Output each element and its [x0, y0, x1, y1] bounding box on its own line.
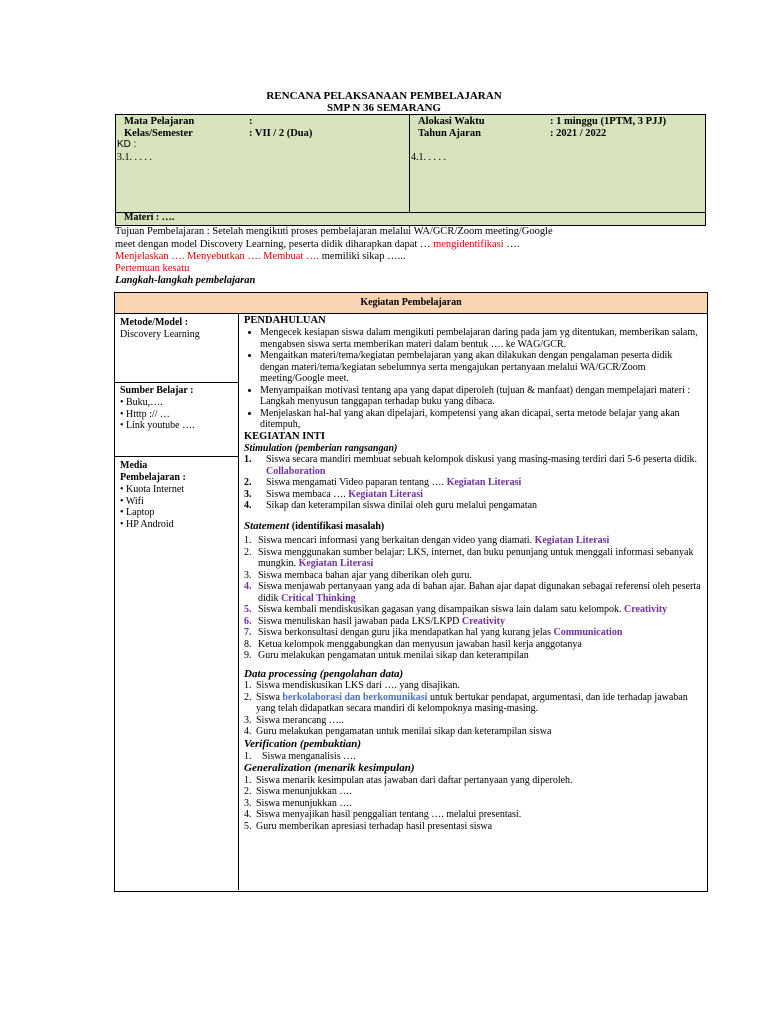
- kd-right: 4.1. . . . .: [411, 152, 446, 163]
- sumber-item: • Htttp :// …: [120, 408, 170, 420]
- kelas-label: Kelas/Semester: [124, 128, 193, 139]
- dp-item: [244, 726, 702, 738]
- school-name: SMP N 36 SEMARANG: [327, 102, 441, 114]
- item-number: 4.: [244, 581, 252, 593]
- item-number: 1.: [244, 454, 252, 466]
- item-text: Siswa merancang …..: [256, 714, 344, 726]
- tujuan-line1: Tujuan Pembelajaran : Setelah mengikuti proses pembelajaran melalui WA/GCR/Zoom meeting/Google: [115, 226, 553, 237]
- doc-title: RENCANA PELAKSANAAN PEMBELAJARAN: [266, 90, 502, 102]
- mapel-label: Mata Pelajaran: [124, 116, 195, 127]
- stimulation-list: [244, 454, 702, 512]
- item-text: Guru memberikan apresiasi terhadap hasil presentasi siswa: [256, 820, 493, 832]
- statement-title: Statement: [244, 519, 290, 532]
- skill-tag: Kegiatan Literasi: [348, 488, 423, 500]
- item-text: Siswa menyajikan hasil penggalian tentang …. melalui presentasi.: [256, 809, 522, 821]
- skill-tag: Kegiatan Literasi: [534, 535, 610, 547]
- tujuan-line2: [115, 239, 675, 251]
- tujuan-keyword: mengidentifikasi: [433, 239, 504, 250]
- item-text: Siswa menunjukkan ….: [256, 797, 352, 809]
- tujuan-sikap: memiliki sikap …...: [321, 251, 406, 262]
- metode-value: Discovery Learning: [120, 329, 200, 340]
- state-item: [244, 650, 702, 662]
- item-number: 6.: [244, 615, 252, 627]
- item-number: 5.: [244, 820, 252, 832]
- item-text: Siswa berkonsultasi dengan guru jika mendapatkan hal yang kurang jelas Communication: [258, 627, 623, 639]
- dp-item: [244, 715, 702, 727]
- item-text: Siswa menunjukkan ….: [256, 786, 352, 798]
- tujuan-verbs: Menjelaskan …. Menyebutkan …. Membuat ….: [115, 251, 320, 262]
- item-text: Siswa menganalisis ….: [262, 750, 356, 762]
- media-label-1: Media: [120, 460, 148, 471]
- stim-item: [244, 477, 702, 489]
- item-number: 3.: [244, 488, 252, 500]
- content-column: [244, 315, 702, 832]
- item-number: 1.: [244, 750, 252, 762]
- media-item: • Wifi: [120, 495, 144, 507]
- item-text: Siswa membaca bahan ajar yang diberikan oleh guru.: [258, 569, 472, 581]
- sumber-label: Sumber Belajar :: [120, 385, 194, 396]
- pendahuluan-item: • Menyampaikan motivasi tentang apa yang dapat diperoleh (tujuan & manfaat) dengan mempelajari materi : Langkah menyusun tanggapan terhadap buku yang dibaca.: [260, 385, 702, 408]
- pertemuan-label: Pertemuan kesatu: [115, 263, 190, 274]
- item-number: 4.: [244, 809, 252, 821]
- item-number: 7.: [244, 627, 252, 639]
- metode-label: Metode/Model :: [120, 317, 189, 328]
- mapel-sep: :: [249, 116, 253, 127]
- media-label-2: Pembelajaran :: [120, 472, 186, 483]
- generalization-list: [244, 775, 702, 833]
- item-number: 1.: [244, 680, 252, 692]
- item-text: Siswa membaca …. Kegiatan Literasi: [266, 488, 423, 500]
- kd-left: 3.1. . . . .: [117, 152, 152, 163]
- state-item: [244, 535, 702, 547]
- generalization-heading: Generalization (menarik kesimpulan): [244, 762, 415, 775]
- item-text: Sikap dan keterampilan siswa dinilai oleh guru melalui pengamatan: [266, 500, 538, 512]
- kegiatan-title: Kegiatan Pembelajaran: [360, 297, 462, 308]
- kelas-value: : VII / 2 (Dua): [249, 128, 313, 139]
- verification-heading: Verification (pembuktian): [244, 737, 362, 750]
- gen-item: [244, 821, 702, 833]
- state-item: [244, 581, 702, 604]
- dp-item: [244, 680, 702, 692]
- item-text: Siswa mendiskusikan LKS dari …. yang disajikan.: [256, 680, 460, 692]
- tujuan-ellipsis: ….: [506, 239, 520, 250]
- item-number: 3.: [244, 714, 252, 726]
- statement-list: [244, 535, 702, 662]
- stimulation-heading: Stimulation (pemberian rangsangan): [244, 442, 398, 454]
- skill-tag: Communication: [553, 627, 623, 639]
- row-divider-1: [115, 382, 238, 383]
- materi-box: [115, 212, 706, 226]
- sumber-item: • Buku,….: [120, 397, 163, 408]
- item-text: Siswa menggunakan sumber belajar: LKS, internet, dan buku penunjang untuk menggali informasi sebanyak mungkin. Kegiatan Literasi: [258, 546, 694, 570]
- dataproc-list: [244, 680, 702, 738]
- item-text: Siswa menjawab pertanyaan yang ada di bahan ajar. Bahan ajar dapat digunakan sebagai referensi oleh peserta didik Critical Thinking: [258, 581, 701, 604]
- item-text: Siswa kembali mendiskusikan gagasan yang disampaikan siswa lain dalam satu kelompok. Creativity: [258, 604, 668, 616]
- item-text: Siswa mencari informasi yang berkaitan dengan video yang diamati. Kegiatan Literasi: [258, 535, 610, 547]
- item-number: 5.: [244, 604, 252, 616]
- item-number: 9.: [244, 650, 252, 662]
- media-item: • Kuota Internet: [120, 484, 185, 495]
- item-text: Siswa menuliskan hasil jawaban pada LKS/LKPD Creativity: [258, 615, 505, 627]
- inti-heading: KEGIATAN INTI: [244, 430, 326, 442]
- skill-tag: Critical Thinking: [281, 592, 356, 604]
- alokasi-label: Alokasi Waktu: [418, 116, 485, 127]
- gen-item: [244, 798, 702, 810]
- item-text: Siswa berkolaborasi dan berkomunikasi untuk bertukar pendapat, argumentasi, dan ide terhadap jawaban yang telah didapatkan secara mandiri di kelompoknya masing-masing.: [256, 691, 688, 715]
- item-number: 2.: [244, 691, 252, 703]
- gen-item: [244, 775, 702, 787]
- pendahuluan-heading: PENDAHULUAN: [244, 315, 326, 326]
- col-divider: [238, 313, 239, 890]
- ver-item: [244, 751, 702, 763]
- media-list: [120, 484, 235, 530]
- gen-item: [244, 809, 702, 821]
- state-item: [244, 604, 702, 616]
- pendahuluan-item: • Mengecek kesiapan siswa dalam mengikuti pembelajaran daring pada jam yg ditentukan, memberikan salam, mengabsen siswa serta memberikan materi dalam bentuk …. ke WAG/GCR.: [260, 327, 702, 350]
- item-number: 3.: [244, 569, 252, 581]
- dataproc-heading: Data processing (pengolahan data): [244, 667, 404, 680]
- skill-tag: Kegiatan Literasi: [446, 477, 522, 489]
- row-divider-2: [115, 456, 238, 457]
- pendahuluan-list: [244, 327, 702, 431]
- statement-heading: [244, 520, 702, 533]
- keyword-tag: berkolaborasi dan berkomunikasi: [282, 691, 428, 703]
- item-text: Guru melakukan pengamatan untuk menilai sikap dan keterampilan siswa: [256, 726, 552, 738]
- item-text: Siswa secara mandiri membuat sebuah kelompok diskusi yang masing-masing terdiri dari 5-6 peserta didik. Collaboration: [266, 454, 698, 477]
- skill-tag: Creativity: [461, 615, 505, 627]
- kd-box: [115, 140, 706, 213]
- item-text: Siswa mengamati Video paparan tentang …. Kegiatan Literasi: [266, 477, 522, 489]
- dp-item: [244, 692, 702, 715]
- skill-tag: Collaboration: [266, 465, 326, 477]
- state-item: [244, 570, 702, 582]
- item-number: 1.: [244, 774, 252, 786]
- media-item: • Laptop: [120, 507, 155, 518]
- item-number: 2.: [244, 477, 252, 489]
- kd-label: KD :: [117, 139, 137, 150]
- item-number: 4.: [244, 500, 252, 512]
- tujuan-line2-text: meet dengan model Discovery Learning, peserta didik diharapkan dapat …: [115, 239, 431, 250]
- statement-subtitle: (identifikasi masalah): [291, 520, 385, 532]
- tahun-value: : 2021 / 2022: [550, 128, 607, 139]
- materi-label: Materi : ….: [124, 212, 175, 223]
- verification-list: [244, 751, 702, 763]
- item-text: Guru melakukan pengamatan untuk menilai sikap dan keterampilan: [258, 650, 529, 662]
- state-item: [244, 547, 702, 570]
- stim-item: [244, 500, 702, 512]
- tahun-label: Tahun Ajaran: [418, 128, 481, 139]
- media-item: • HP Android: [120, 518, 174, 530]
- pendahuluan-item: • Mengaitkan materi/tema/kegiatan pembelajaran yang akan dilakukan dengan pengalaman peserta didik dengan materi/tema/kegiatan sebelumnya serta mengajukan pertanyaan melalui WA/GCR/Zoom meeting/Google meet.: [260, 350, 702, 385]
- item-number: 2.: [244, 546, 252, 558]
- state-item: [244, 639, 702, 651]
- sumber-list: [120, 397, 235, 432]
- state-item: [244, 616, 702, 628]
- gen-item: [244, 786, 702, 798]
- item-number: 2.: [244, 786, 252, 798]
- sumber-item: • Link youtube ….: [120, 420, 195, 431]
- stim-item: [244, 489, 702, 501]
- state-item: [244, 627, 702, 639]
- item-number: 8.: [244, 638, 252, 650]
- skill-tag: Creativity: [624, 604, 668, 616]
- alokasi-value: : 1 minggu (1PTM, 3 PJJ): [550, 116, 667, 127]
- langkah-label: Langkah-langkah pembelajaran: [115, 275, 256, 286]
- item-number: 4.: [244, 726, 252, 738]
- item-number: 1.: [244, 535, 252, 547]
- item-number: 3.: [244, 797, 252, 809]
- item-text: Ketua kelompok menggabungkan dan menyusun jawaban hasil kerja anggotanya: [258, 638, 582, 650]
- item-text: Siswa menarik kesimpulan atas jawaban dari daftar pertanyaan yang diperoleh.: [256, 774, 573, 786]
- skill-tag: Kegiatan Literasi: [298, 558, 374, 570]
- pendahuluan-item: • Menjelaskan hal-hal yang akan dipelajari, kompetensi yang akan dicapai, serta metode belajar yang akan ditempuh,: [260, 408, 702, 431]
- tujuan-line3: [115, 251, 405, 263]
- stim-item: [244, 454, 702, 477]
- kd-divider: [409, 140, 410, 212]
